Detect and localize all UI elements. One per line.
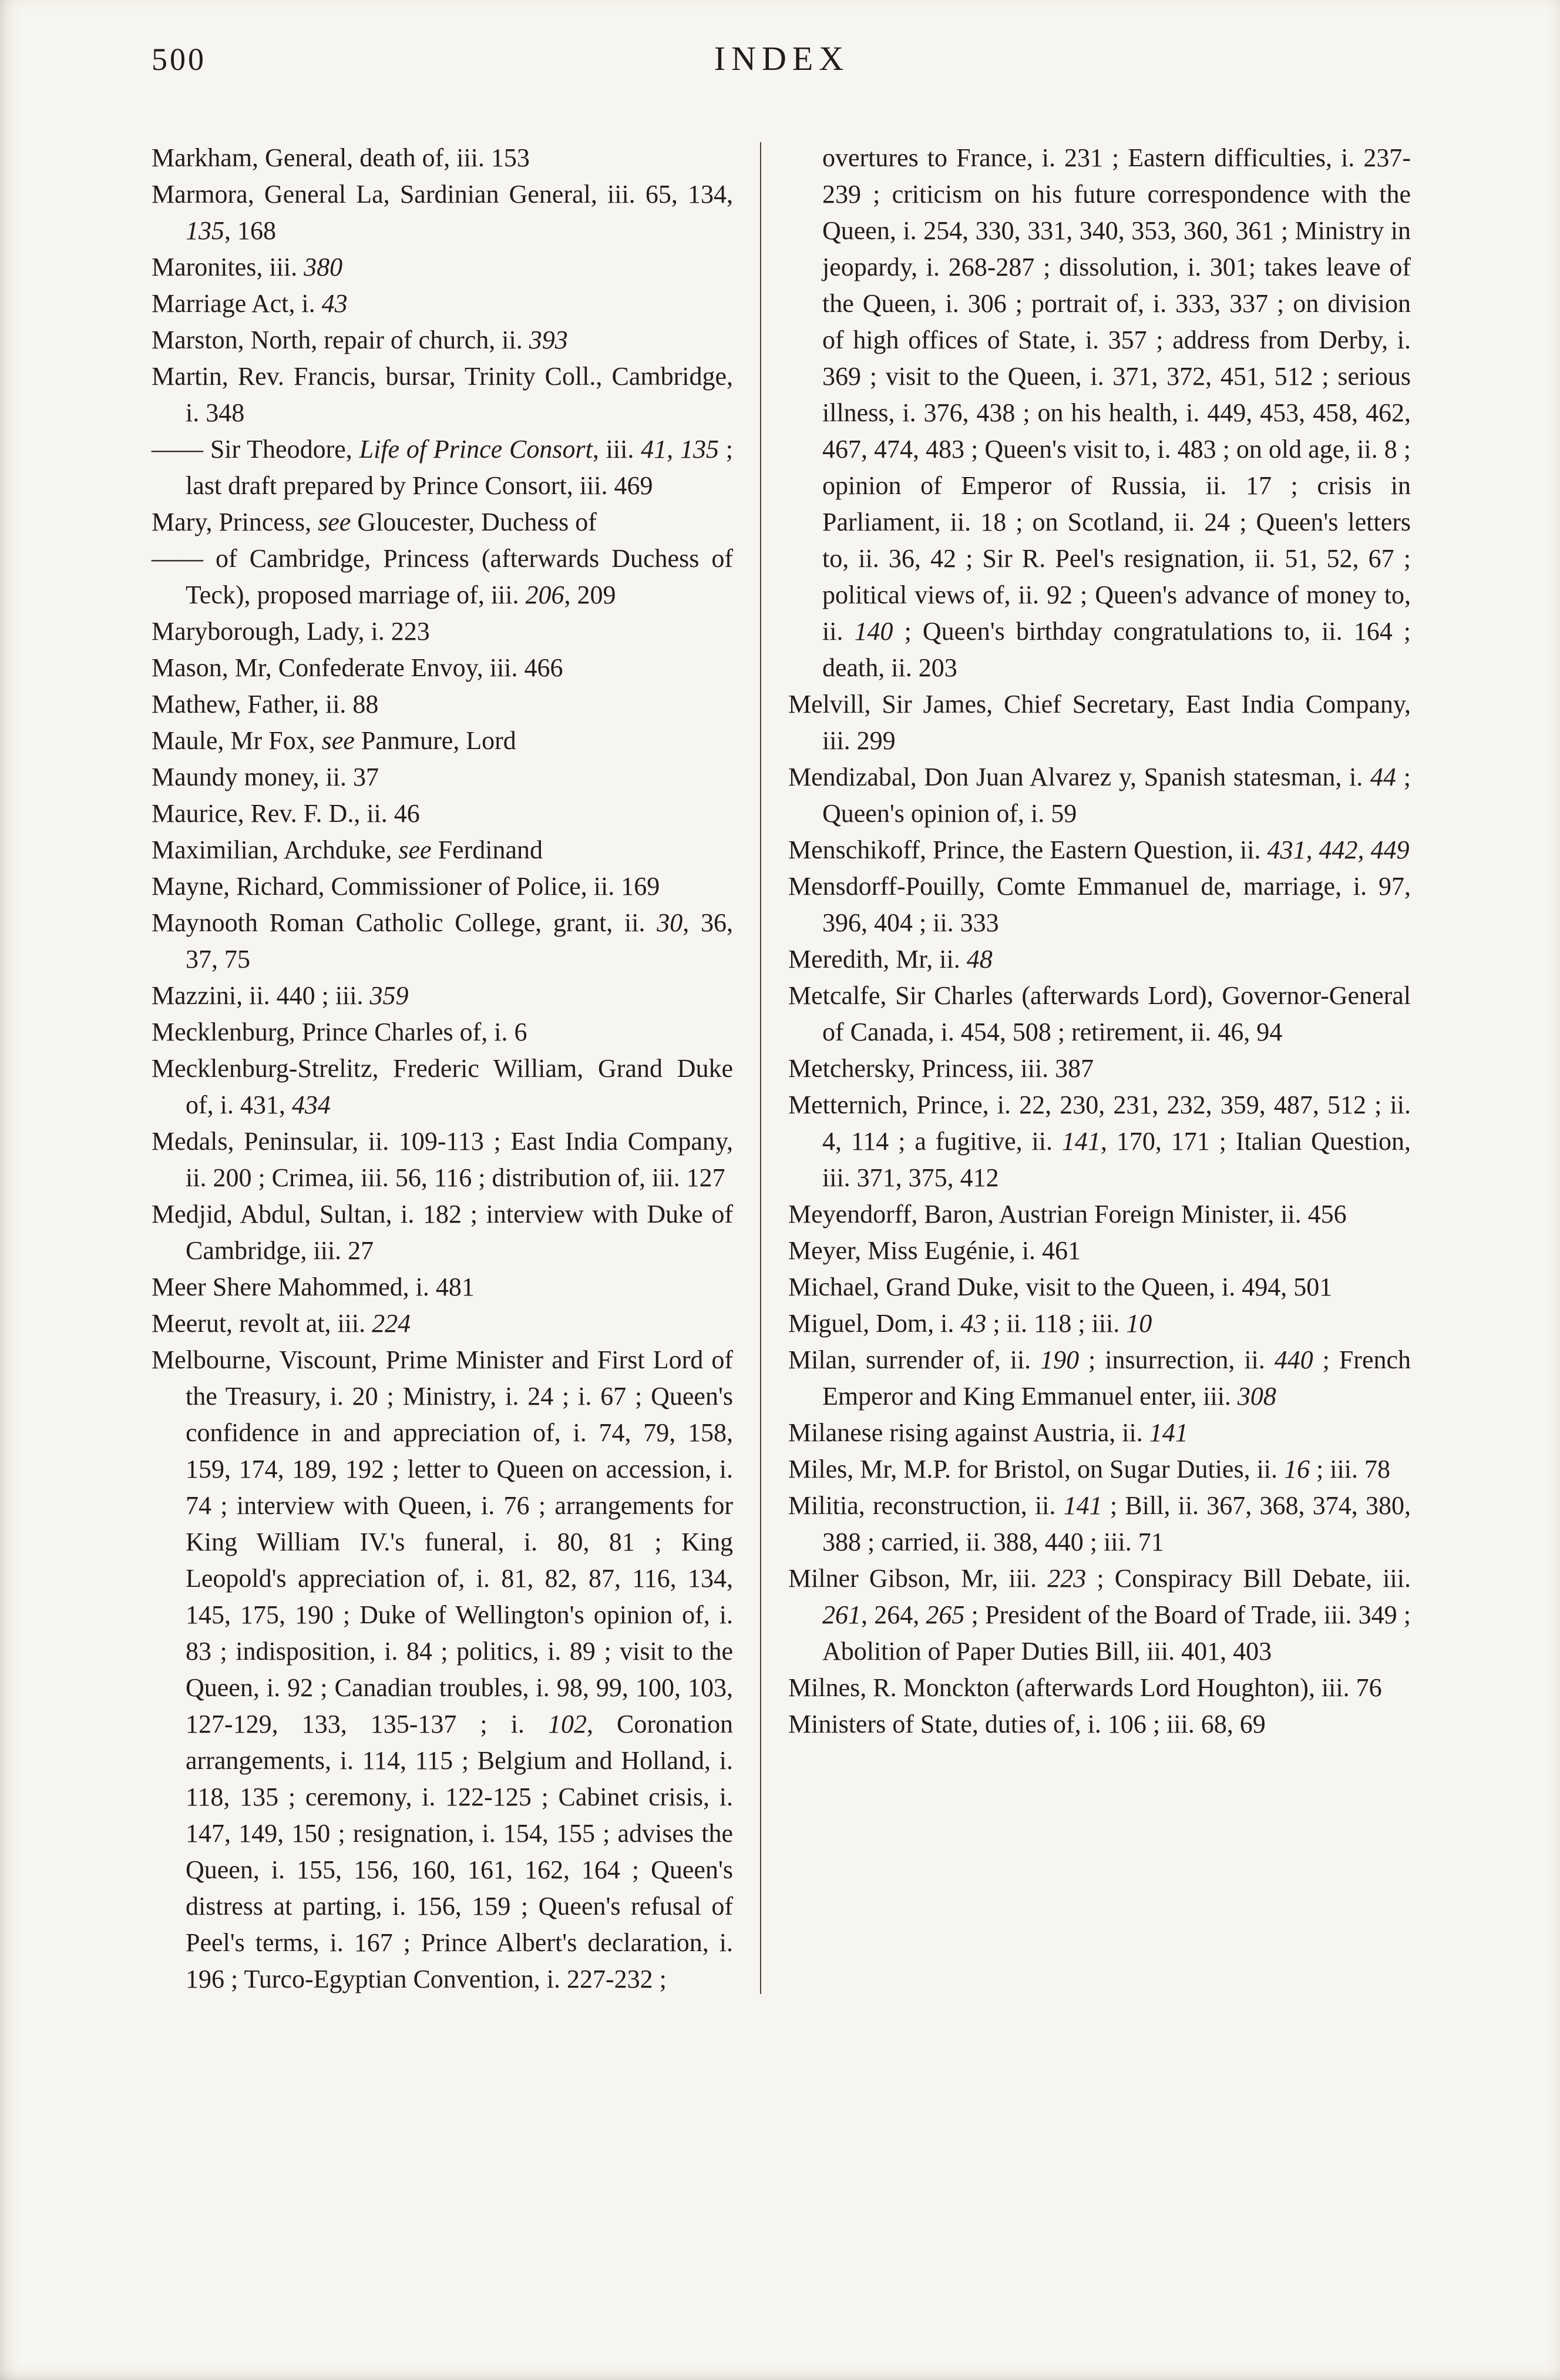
index-entry: Maryborough, Lady, i. 223	[152, 617, 430, 646]
index-entry: Melvill, Sir James, Chief Secretary, East India Company, iii. 299	[788, 690, 1411, 755]
index-entry: Miguel, Dom, i. 43 ; ii. 118 ; iii. 10	[788, 1309, 1152, 1338]
index-entry: Maundy money, ii. 37	[152, 763, 379, 791]
column-divider	[760, 142, 761, 1994]
index-entry: Mecklenburg-Strelitz, Frederic William, Grand Duke of, i. 431, 434	[152, 1054, 733, 1119]
index-entry: Mendizabal, Don Juan Alvarez y, Spanish statesman, i. 44 ; Queen's opinion of, i. 59	[788, 763, 1411, 828]
index-entry: —— of Cambridge, Princess (afterwards Duchess of Teck), proposed marriage of, iii. 206, 209	[152, 544, 733, 609]
index-entry: Marriage Act, i. 43	[152, 289, 348, 318]
index-entry: Miles, Mr, M.P. for Bristol, on Sugar Duties, ii. 16 ; iii. 78	[788, 1455, 1390, 1483]
index-entry: Meredith, Mr, ii. 48	[788, 945, 993, 974]
index-entry: Melbourne, Viscount, Prime Minister and First Lord of the Treasury, i. 20 ; Ministry, i. 24 ; i. 67 ; Queen's confidence in and appreciation of, i. 74, 79, 158, 159, 174, 189, 192 ; letter to Queen on accession, i. 74 ; interview with Queen, i. 76 ; arrangements for King William IV.'s funeral, i. 80, 81 ; King Leopold's appreciation of, i. 81, 82, 87, 116, 134, 145, 175, 190 ; Duke of Wellington's opinion of, i. 83 ; indisposition, i. 84 ; politics, i. 89 ; visit to the Queen, i. 92 ; Canadian troubles, i. 98, 99, 100, 103, 127-129, 133, 135-137 ; i. 102, Coronation arrangements, i. 114, 115 ; Belgium and Holland, i. 118, 135 ; ceremony, i. 122-125 ; Cabinet crisis, i. 147, 149, 150 ; resignation, i. 154, 155 ; advises the Queen, i. 155, 156, 160, 161, 162, 164 ; Queen's distress at parting, i. 156, 159 ; Queen's refusal of Peel's terms, i. 167 ; Prince Albert's declaration, i. 196 ; Turco-Egyptian Convention, i. 227-232 ;	[152, 1345, 733, 1993]
index-entry: Militia, reconstruction, ii. 141 ; Bill, ii. 367, 368, 374, 380, 388 ; carried, ii. 388, 440 ; iii. 71	[788, 1491, 1411, 1556]
index-entry: Meerut, revolt at, iii. 224	[152, 1309, 411, 1338]
page-title: INDEX	[714, 39, 850, 78]
index-entry: Maynooth Roman Catholic College, grant, ii. 30, 36, 37, 75	[152, 908, 733, 974]
index-entry: Mensdorff-Pouilly, Comte Emmanuel de, marriage, i. 97, 396, 404 ; ii. 333	[788, 872, 1411, 937]
page-header	[152, 39, 1412, 86]
index-entry: Mecklenburg, Prince Charles of, i. 6	[152, 1018, 527, 1046]
index-columns	[152, 140, 1411, 1998]
index-entry: Martin, Rev. Francis, bursar, Trinity Coll., Cambridge, i. 348	[152, 362, 733, 427]
index-entry: Menschikoff, Prince, the Eastern Question, ii. 431, 442, 449	[788, 835, 1410, 864]
index-entry: Metchersky, Princess, iii. 387	[788, 1054, 1094, 1083]
index-entry: Michael, Grand Duke, visit to the Queen, i. 494, 501	[788, 1273, 1333, 1301]
index-entry: Meyer, Miss Eugénie, i. 461	[788, 1236, 1081, 1265]
index-entry: Meyendorff, Baron, Austrian Foreign Minister, ii. 456	[788, 1200, 1347, 1228]
index-entry: —— Sir Theodore, Life of Prince Consort, iii. 41, 135 ; last draft prepared by Prince Consort, iii. 469	[152, 435, 734, 500]
index-entry: Marston, North, repair of church, ii. 393	[152, 325, 568, 354]
index-entry: Medjid, Abdul, Sultan, i. 182 ; interview with Duke of Cambridge, iii. 27	[152, 1200, 733, 1265]
index-entry: Milan, surrender of, ii. 190 ; insurrection, ii. 440 ; French Emperor and King Emmanuel enter, iii. 308	[788, 1345, 1411, 1411]
index-entry: Metcalfe, Sir Charles (afterwards Lord), Governor-General of Canada, i. 454, 508 ; retirement, ii. 46, 94	[788, 981, 1411, 1046]
index-entry: Markham, General, death of, iii. 153	[152, 143, 530, 172]
index-entry: Maule, Mr Fox, see Panmure, Lord	[152, 726, 516, 755]
index-entry: Mathew, Father, ii. 88	[152, 690, 379, 719]
index-entry: Maronites, iii. 380	[152, 253, 343, 281]
index-entry: Marmora, General La, Sardinian General, iii. 65, 134, 135, 168	[152, 180, 733, 245]
index-entry: Meer Shere Mahommed, i. 481	[152, 1273, 475, 1301]
index-entry: Maximilian, Archduke, see Ferdinand	[152, 835, 543, 864]
index-entry: Mason, Mr, Confederate Envoy, iii. 466	[152, 653, 563, 682]
index-entry: Mayne, Richard, Commissioner of Police, ii. 169	[152, 872, 660, 901]
index-entry: Mary, Princess, see Gloucester, Duchess of	[152, 508, 597, 536]
index-entry: Milnes, R. Monckton (afterwards Lord Houghton), iii. 76	[788, 1673, 1382, 1702]
index-entry: Maurice, Rev. F. D., ii. 46	[152, 799, 420, 828]
index-entry: Mazzini, ii. 440 ; iii. 359	[152, 981, 409, 1010]
index-column-right	[788, 140, 1411, 1998]
index-entry: Milanese rising against Austria, ii. 141	[788, 1418, 1188, 1447]
index-entry: Medals, Peninsular, ii. 109-113 ; East India Company, ii. 200 ; Crimea, iii. 56, 116 ; distribution of, iii. 127	[152, 1127, 733, 1192]
page-number: 500	[152, 42, 206, 77]
index-entry: Milner Gibson, Mr, iii. 223 ; Conspiracy Bill Debate, iii. 261, 264, 265 ; President of the Board of Trade, iii. 349 ; Abolition of Paper Duties Bill, iii. 401, 403	[788, 1564, 1411, 1666]
index-entry: Ministers of State, duties of, i. 106 ; iii. 68, 69	[788, 1710, 1266, 1738]
index-entry: Metternich, Prince, i. 22, 230, 231, 232, 359, 487, 512 ; ii. 4, 114 ; a fugitive, ii. 141, 170, 171 ; Italian Question, iii. 371, 375, 412	[788, 1090, 1411, 1192]
index-entry: overtures to France, i. 231 ; Eastern difficulties, i. 237-239 ; criticism on his future correspondence with the Queen, i. 254, 330, 331, 340, 353, 360, 361 ; Ministry in jeopardy, i. 268-287 ; dissolution, i. 301; takes leave of the Queen, i. 306 ; portrait of, i. 333, 337 ; on division of high offices of State, i. 357 ; address from Derby, i. 369 ; visit to the Queen, i. 371, 372, 451, 512 ; serious illness, i. 376, 438 ; on his health, i. 449, 453, 458, 462, 467, 474, 483 ; Queen's visit to, i. 483 ; on old age, ii. 8 ; opinion of Emperor of Russia, ii. 17 ; crisis in Parliament, ii. 18 ; on Scotland, ii. 24 ; Queen's letters to, ii. 36, 42 ; Sir R. Peel's resignation, ii. 51, 52, 67 ; political views of, ii. 92 ; Queen's advance of money to, ii. 140 ; Queen's birthday congratulations to, ii. 164 ; death, ii. 203	[822, 143, 1411, 682]
index-column-left	[152, 140, 733, 1998]
